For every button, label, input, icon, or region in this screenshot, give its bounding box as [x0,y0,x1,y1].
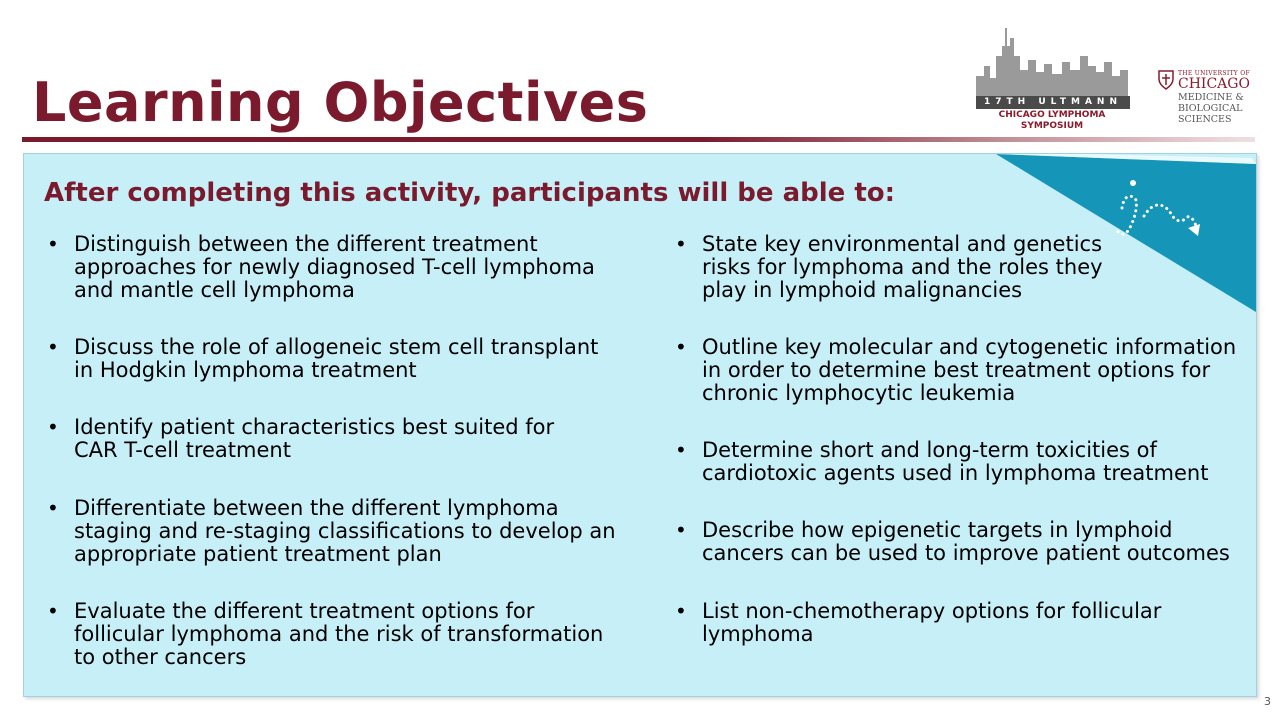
uchicago-logo [1158,70,1268,124]
title-divider [22,137,1255,142]
ultmann-subtitle: CHICAGO LYMPHOMA SYMPOSIUM [998,110,1106,131]
uchicago-small-text: THE UNIVERSITY OF [1178,70,1250,77]
slide-title: Learning Objectives [32,71,649,134]
uchicago-subtitle [1178,92,1244,125]
objectives-panel [23,153,1257,697]
list-item: • Describe how epigenetic targets in lymphoid cancers can be used to improve patient outcomes [675,519,1230,565]
list-item: • State key environmental and genetics risks for lymphoma and the roles they play in lymphoid malignancies [675,233,1103,302]
list-item: • Outline key molecular and cytogenetic information in order to determine best treatment options for chronic lymphocytic leukemia [675,336,1236,405]
list-item: • List non-chemotherapy options for follicular lymphoma [675,600,1161,646]
shield-icon [1158,70,1174,90]
list-item: • Evaluate the different treatment options for follicular lymphoma and the risk of transformation to other cancers [47,600,603,669]
ultmann-band: 17TH ULTMANN [976,96,1130,109]
list-item: • Differentiate between the different lymphoma staging and re-staging classifications to develop an appropriate patient treatment plan [47,497,616,566]
page-number: 3 [1264,695,1271,708]
list-item: • Distinguish between the different treatment approaches for newly diagnosed T-cell lymphoma and mantle cell lymphoma [47,233,595,302]
panel-heading: After completing this activity, participants will be able to: [44,178,896,208]
uchicago-line: MEDICINE & [1178,92,1244,103]
list-item: • Determine short and long-term toxicities of cardiotoxic agents used in lymphoma treatment [675,439,1208,485]
ultmann-logo [972,26,1132,131]
skyline-icon [972,26,1132,98]
uchicago-line: SCIENCES [1178,114,1232,125]
uchicago-line: BIOLOGICAL [1178,103,1243,114]
uchicago-name: CHICAGO [1178,76,1250,92]
list-item: • Identify patient characteristics best suited for CAR T-cell treatment [47,416,554,462]
list-item: • Discuss the role of allogeneic stem cell transplant in Hodgkin lymphoma treatment [47,336,598,382]
